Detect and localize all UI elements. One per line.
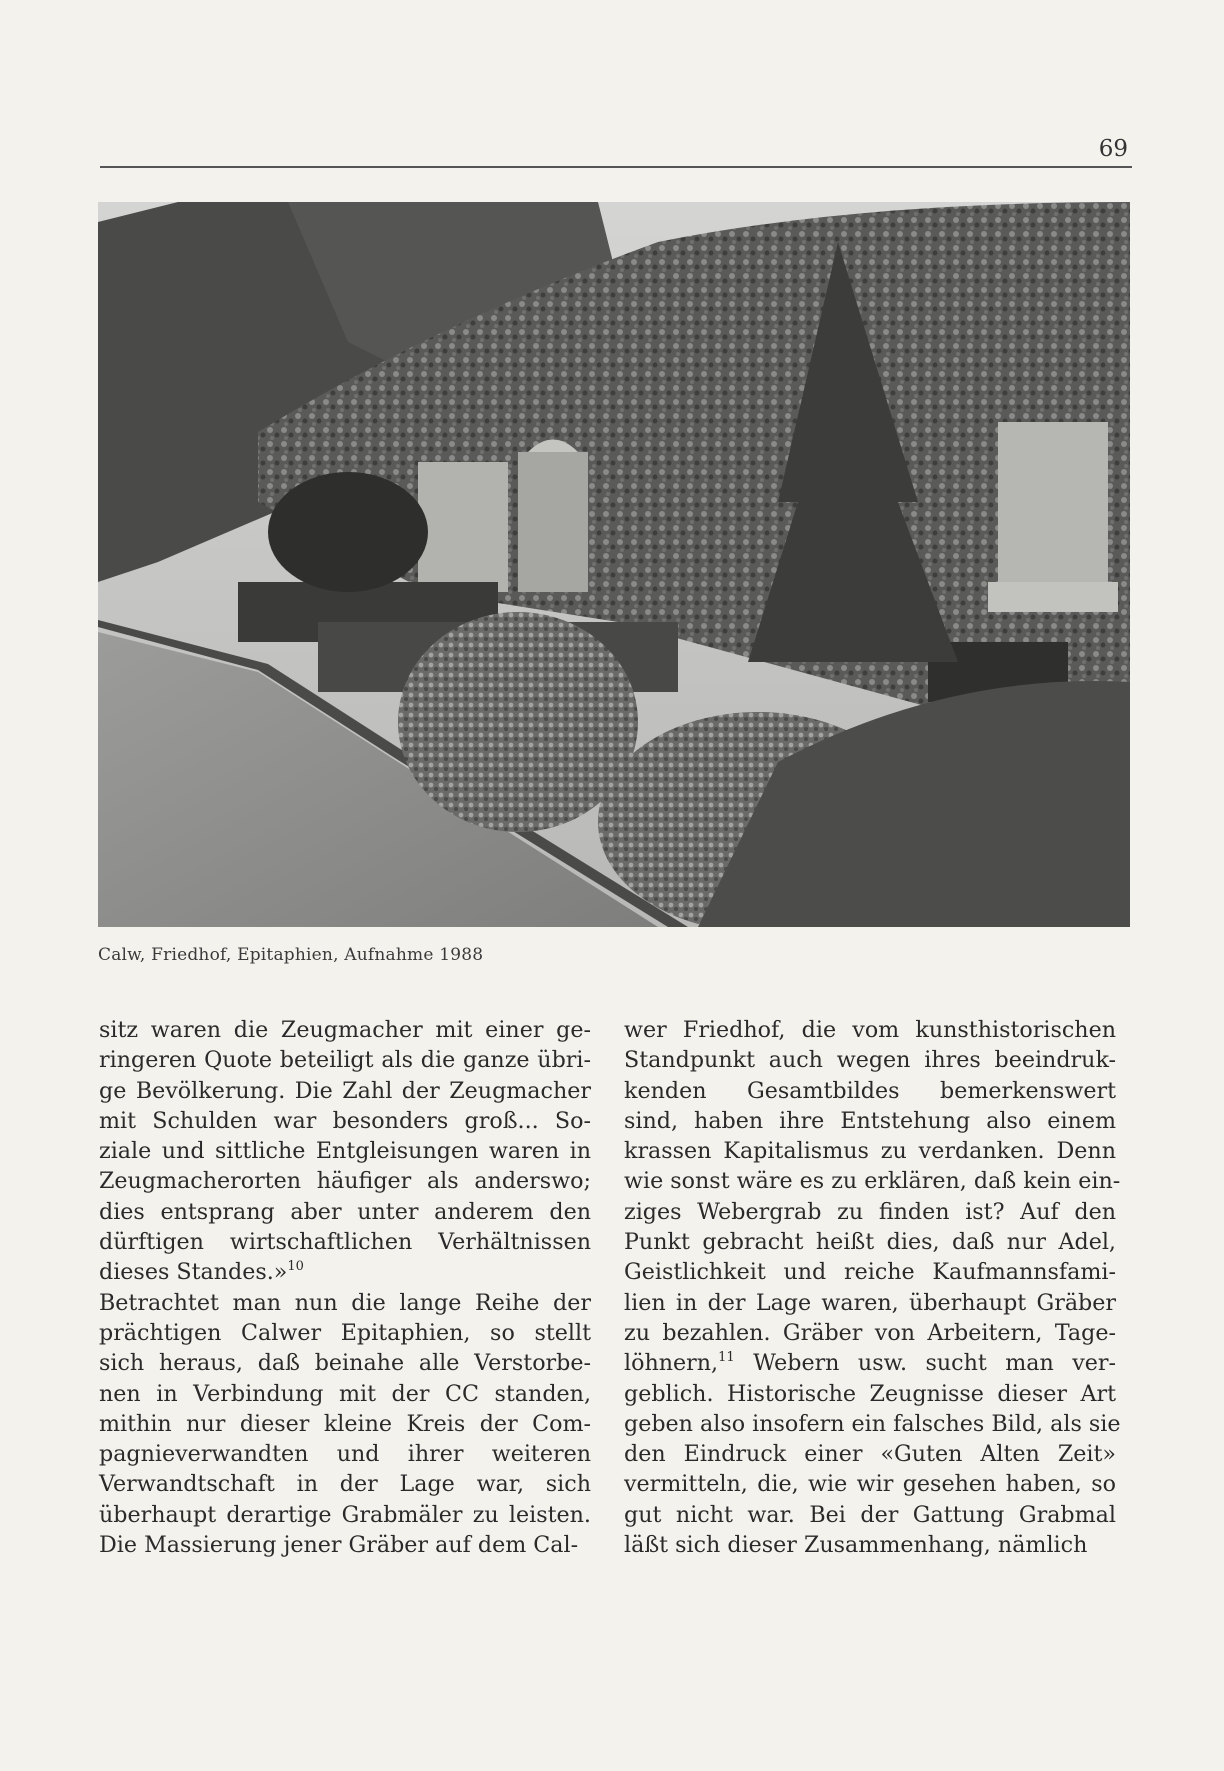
- text-line: Geistlichkeit und reiche Kaufmannsfami-: [624, 1259, 1116, 1286]
- text-line: sitz waren die Zeugmacher mit einer ge-: [99, 1017, 591, 1043]
- text-line: kenden Gesamtbildes bemerkenswert: [624, 1077, 1116, 1104]
- text-line: ringeren Quote beteiligt als die ganze übri-: [99, 1047, 591, 1074]
- figure-caption: Calw, Friedhof, Epitaphien, Aufnahme 1988: [98, 945, 484, 965]
- text-line: ziale und sittliche Entgleisungen waren in: [99, 1138, 591, 1165]
- text-line: zu bezahlen. Gräber von Arbeitern, Tage-: [624, 1319, 1116, 1346]
- text-line: wie sonst wäre es zu erklären, daß kein ein-: [624, 1168, 1121, 1195]
- text-line: löhnern,$^{11}$ Webern usw. sucht man ver-: [624, 1350, 1116, 1377]
- text-line: dürftigen wirtschaftlichen Verhältnissen: [99, 1229, 591, 1256]
- text-line: krassen Kapitalismus zu verdanken. Denn: [624, 1138, 1116, 1165]
- text-column-right: [624, 1015, 1121, 1560]
- page-number: 69: [1098, 136, 1128, 162]
- text-line: ge Bevölkerung. Die Zahl der Zeugmacher: [99, 1077, 591, 1104]
- footnote-marker: 11: [718, 1350, 735, 1366]
- text-line: Punkt gebracht heißt dies, daß nur Adel,: [624, 1229, 1116, 1256]
- text-line: pagnieverwandten und ihrer weiteren: [99, 1441, 591, 1468]
- cemetery-photo-icon: [98, 202, 1130, 927]
- text-line: geben also insofern ein falsches Bild, als sie: [624, 1410, 1121, 1437]
- text-line: geblich. Historische Zeugnisse dieser Art: [624, 1380, 1116, 1407]
- text-line: Verwandtschaft in der Lage war, sich: [99, 1471, 591, 1498]
- text-line: mithin nur dieser kleine Kreis der Com-: [99, 1410, 591, 1437]
- text-line: lien in der Lage waren, überhaupt Gräber: [624, 1289, 1116, 1316]
- text-column-left: [99, 1015, 591, 1560]
- text-line: dies entsprang aber unter anderem den: [99, 1198, 591, 1225]
- header-rule: [100, 166, 1132, 168]
- text-line: läßt sich dieser Zusammenhang, nämlich: [624, 1532, 1088, 1559]
- text-line: überhaupt derartige Grabmäler zu leisten.: [99, 1501, 591, 1528]
- text-line: nen in Verbindung mit der CC standen,: [99, 1380, 591, 1407]
- text-line: ziges Webergrab zu finden ist? Auf den: [624, 1198, 1116, 1225]
- text-line: gut nicht war. Bei der Gattung Grabmal: [624, 1501, 1116, 1528]
- text-line: den Eindruck einer «Guten Alten Zeit»: [624, 1441, 1116, 1468]
- text-line: Zeugmacherorten häufiger als anderswo;: [99, 1168, 591, 1195]
- footnote-marker: 10: [287, 1259, 304, 1275]
- text-line: dieses Standes.»$^{10}$: [99, 1259, 304, 1286]
- text-line: vermitteln, die, wie wir gesehen haben, so: [624, 1471, 1116, 1498]
- text-line: wer Friedhof, die vom kunsthistorischen: [624, 1017, 1116, 1043]
- text-line: sind, haben ihre Entstehung also einem: [624, 1107, 1116, 1134]
- text-line: sich heraus, daß beinahe alle Verstorbe-: [99, 1350, 591, 1377]
- text-line: Standpunkt auch wegen ihres beeindruk-: [624, 1047, 1116, 1074]
- text-line: Die Massierung jener Gräber auf dem Cal-: [99, 1532, 579, 1559]
- text-line: Betrachtet man nun die lange Reihe der: [99, 1289, 591, 1316]
- text-line: mit Schulden war besonders groß... So-: [99, 1107, 591, 1134]
- text-line: prächtigen Calwer Epitaphien, so stellt: [99, 1319, 591, 1346]
